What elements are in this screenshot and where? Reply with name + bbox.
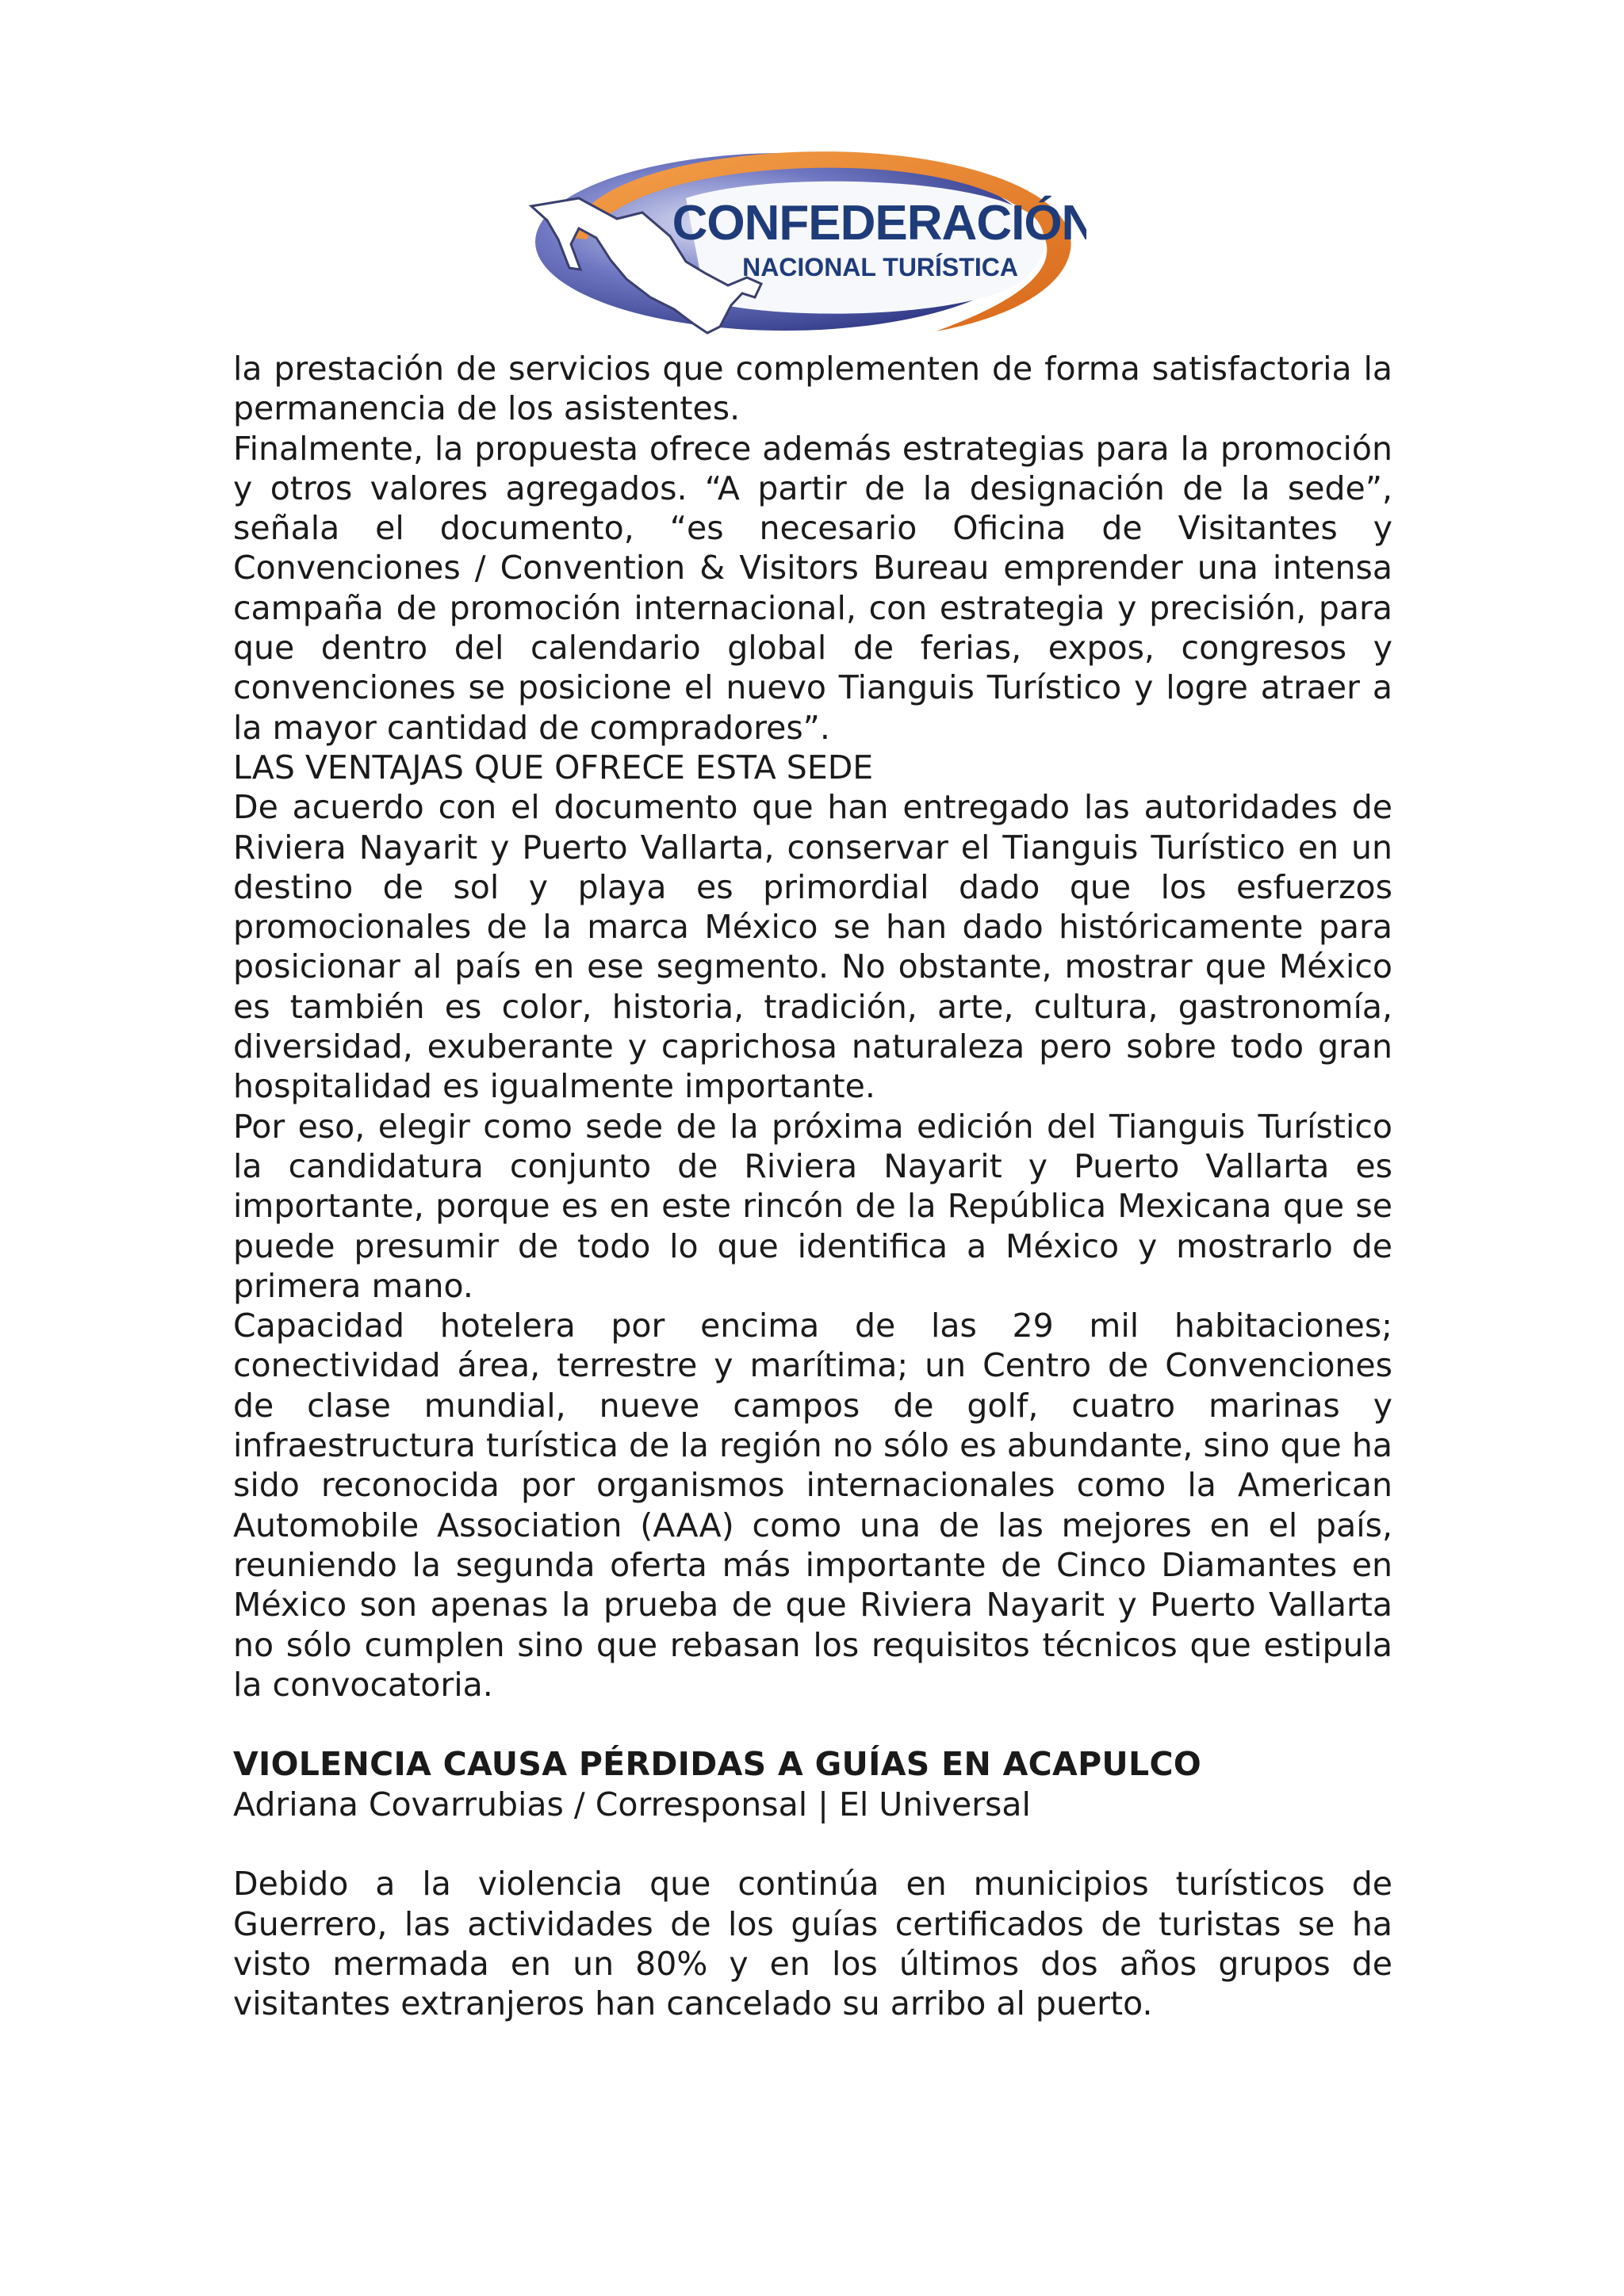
logo-line2: NACIONAL TURÍSTICA [742,253,1018,281]
paragraph-por-eso: Por eso, elegir como sede de la próxima edición del Tianguis Turístico la candidatura conjunto de Riviera Nayarit y Puerto Vallarta es importante, porque es en este rincón de la República Mexicana que se puede presumir de todo lo que identifica a México y mostrarlo de primera mano. [233,1107,1392,1305]
paragraph-capacidad: Capacidad hotelera por encima de las 29 mil habitaciones; conectividad área, terrestre y marítima; un Centro de Convenciones de clase mundial, nueve campos de golf, cuatro marinas y infraestructura turística de la región no sólo es abundante, sino que ha sido reconocida por organismos internacionales como la American Automobile Association (AAA) como una de las mejores en el país, reuniendo la segunda oferta más importante de Cinco Diamantes en México son apenas la prueba de que Riviera Nayarit y Puerto Vallarta no sólo cumplen sino que rebasan los requisitos técnicos que estipula la convocatoria. [233,1307,1392,1704]
section-heading: LAS VENTAJAS QUE OFRECE ESTA SEDE [233,748,874,786]
article-body: Debido a la violencia que continúa en municipios turísticos de Guerrero, las actividades de los guías certificados de turistas se ha visto mermada en un 80% y en los últimos dos años grupos de visitantes extranjeros han cancelado su arribo al puerto. [233,1865,1392,2023]
document-body [233,349,1392,2023]
article-byline: Adriana Covarrubias / Corresponsal | El Universal [233,1785,1031,1823]
confederacion-logo [523,143,1086,357]
logo-graphic [523,143,1086,357]
paragraph-de-acuerdo: De acuerdo con el documento que han entregado las autoridades de Riviera Nayarit y Puerto Vallarta, conservar el Tianguis Turístico en un destino de sol y playa es primordial dado que los esfuerzos promocionales de la marca México se han dado históricamente para posicionar al país en ese segmento. No obstante, mostrar que México es también es color, historia, tradición, arte, cultura, gastronomía, diversidad, exuberante y caprichosa naturaleza pero sobre todo gran hospitalidad es igualmente importante. [233,788,1392,1106]
paragraph-continuation: la prestación de servicios que complementen de forma satisfactoria la permanencia de los asistentes. [233,350,1392,428]
paragraph-finalmente: Finalmente, la propuesta ofrece además estrategias para la promoción y otros valores agregados. “A partir de la designación de la sede”, señala el documento, “es necesario Oficina de Visitantes y Convenciones / Convention & Visitors Bureau emprender una intensa campaña de promoción internacional, con estrategia y precisión, para que dentro del calendario global de ferias, expos, congresos y convenciones se posicione el nuevo Tianguis Turístico y logre atraer a la mayor cantidad de compradores”. [233,429,1392,747]
article-title: VIOLENCIA CAUSA PÉRDIDAS A GUÍAS EN ACAPULCO [233,1745,1201,1784]
logo-line1: CONFEDERACIÓN [672,196,1086,251]
